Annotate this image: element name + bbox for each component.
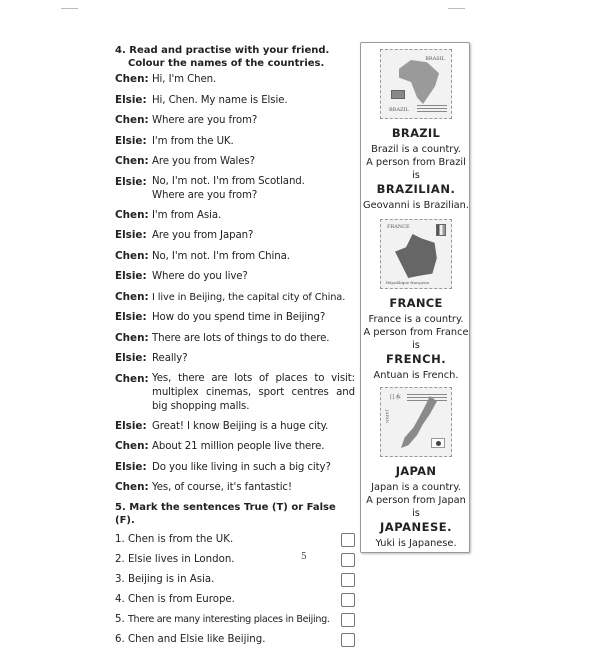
- desc-line-1: France is a country.: [368, 314, 464, 325]
- dialog-line: [115, 72, 355, 88]
- dialog-line: [115, 460, 355, 476]
- answer-checkbox[interactable]: [341, 593, 355, 607]
- france-stamp-image: [380, 219, 452, 289]
- speaker: Elsie:: [115, 229, 147, 241]
- dialog-line: [115, 249, 355, 265]
- dialog-line: [115, 113, 355, 129]
- speaker: Chen:: [115, 440, 149, 452]
- speaker: Chen:: [115, 290, 149, 303]
- desc-line-2: A person from Japan is: [366, 495, 466, 519]
- item-number: 3.: [115, 573, 125, 585]
- true-false-list: [115, 533, 355, 653]
- line-text: Really?: [152, 353, 188, 364]
- crop-mark-right: [448, 8, 465, 9]
- dialog-line: [115, 331, 355, 347]
- tf-item: [115, 573, 355, 593]
- dialog-line: [115, 154, 355, 170]
- country-description: [361, 481, 471, 520]
- example-sentence: Antuan is French.: [373, 370, 459, 381]
- brazil-flag-icon: [391, 90, 405, 99]
- item-text: Beijing is in Asia.: [128, 573, 215, 585]
- desc-line-1: Brazil is a country.: [371, 144, 461, 155]
- speaker: Chen:: [115, 481, 149, 493]
- line-text: Yes, there are lots of places to visit: multiplex cinemas, sport centres and big shopping malls.: [152, 372, 355, 412]
- answer-checkbox[interactable]: [341, 533, 355, 547]
- answer-checkbox[interactable]: [341, 613, 355, 627]
- speaker: Chen:: [115, 372, 149, 385]
- line-text: Yes, of course, it's fantastic!: [152, 482, 292, 493]
- speaker: Elsie:: [115, 352, 147, 364]
- line-text: Are you from Wales?: [152, 156, 255, 167]
- line-text: I'm from the UK.: [152, 135, 234, 147]
- line-text: I live in Beijing, the capital city of China.: [152, 291, 346, 303]
- speaker: Elsie:: [115, 460, 147, 473]
- country-description: [361, 143, 471, 182]
- speaker: Elsie:: [115, 93, 147, 106]
- item-number: 1.: [115, 533, 125, 545]
- stamp-label-2: République française: [386, 280, 430, 285]
- task4-subtitle: Colour the names of the countries.: [128, 58, 325, 69]
- line-text: Hi, I'm Chen.: [152, 74, 217, 85]
- line-text: There are lots of things to do there.: [152, 332, 330, 344]
- line-text: How do you spend time in Beijing?: [152, 312, 326, 323]
- line-text: I'm from Asia.: [152, 209, 222, 221]
- line-text: No, I'm not. I'm from Scotland. Where are you from?: [152, 175, 305, 201]
- dialog-line: [115, 175, 355, 203]
- country-name: BRAZIL: [391, 126, 441, 140]
- item-number: 4.: [115, 593, 125, 605]
- example-sentence: Yuki is Japanese.: [375, 538, 457, 549]
- task5-title: 5. Mark the sentences True (T) or False (F).: [115, 501, 336, 526]
- desc-line-2: A person from Brazil is: [366, 157, 466, 181]
- line-text: Are you from Japan?: [152, 230, 254, 241]
- dialog-line: [115, 290, 355, 306]
- task4-heading: [115, 44, 355, 70]
- dialog-line: [115, 372, 355, 414]
- item-number: 5.: [115, 613, 125, 625]
- tf-item: [115, 613, 355, 633]
- country-card-brazil: [361, 49, 471, 211]
- nationality: JAPANESE.: [380, 520, 452, 534]
- line-text: Where do you live?: [152, 271, 248, 282]
- dialog-line: [115, 208, 355, 224]
- task4-title: 4. Read and practise with your friend.: [115, 45, 330, 56]
- dialog-line: [115, 269, 355, 285]
- line-text: About 21 million people live there.: [152, 441, 325, 452]
- dialog-line: [115, 134, 355, 150]
- page-number: 5: [301, 552, 307, 562]
- brazil-map-icon: [399, 60, 439, 104]
- country-name: JAPAN: [395, 464, 437, 478]
- exercise-column: [115, 44, 355, 653]
- item-number: 2.: [115, 553, 125, 565]
- dialog-line: [115, 351, 355, 367]
- stamp-label: FRANCE: [387, 224, 410, 230]
- tf-item: [115, 633, 355, 653]
- japan-flag-icon: [431, 438, 445, 448]
- task5: [115, 501, 355, 653]
- dialog-line: [115, 228, 355, 244]
- answer-checkbox[interactable]: [341, 633, 355, 647]
- item-text: There are many interesting places in Beijing.: [128, 613, 330, 625]
- speaker: Chen:: [115, 73, 149, 85]
- country-name: FRANCE: [389, 296, 443, 310]
- country-info-panel: [360, 42, 470, 553]
- speaker: Chen:: [115, 208, 149, 221]
- speaker: Chen:: [115, 249, 149, 262]
- stamp-label: 日本: [389, 394, 402, 401]
- tf-item: [115, 593, 355, 613]
- dialog-line: [115, 439, 355, 455]
- answer-checkbox[interactable]: [341, 553, 355, 567]
- line-text: Do you like living in such a big city?: [152, 461, 331, 473]
- speaker: Chen:: [115, 155, 149, 167]
- speaker: Elsie:: [115, 270, 147, 282]
- dialog: [115, 72, 355, 496]
- speaker: Elsie:: [115, 419, 147, 432]
- country-card-france: [361, 219, 471, 381]
- desc-line-2: A person from France is: [363, 327, 469, 351]
- line-text: No, I'm not. I'm from China.: [152, 250, 290, 262]
- item-text: Chen is from Europe.: [128, 593, 235, 605]
- speaker: Elsie:: [115, 311, 147, 323]
- item-text: Chen is from the UK.: [128, 533, 234, 545]
- stamp-label: BRASIL: [425, 56, 445, 62]
- stamp-label-2: BRAZIL: [389, 107, 409, 113]
- dialog-line: [115, 93, 355, 109]
- item-text: Elsie lives in London.: [128, 553, 235, 565]
- nationality: BRAZILIAN.: [376, 182, 456, 196]
- line-text: Hi, Chen. My name is Elsie.: [152, 94, 288, 106]
- nationality: FRENCH.: [385, 352, 447, 366]
- france-map-icon: [395, 234, 439, 278]
- speaker: Elsie:: [115, 175, 147, 188]
- dialog-line: [115, 310, 355, 326]
- france-flag-icon: [436, 224, 446, 236]
- speaker: Chen:: [115, 331, 149, 344]
- example-sentence: Geovanni is Brazilian.: [363, 200, 469, 211]
- speaker: Elsie:: [115, 134, 147, 147]
- dialog-line: [115, 419, 355, 435]
- speaker: Chen:: [115, 114, 149, 126]
- tf-item: [115, 533, 355, 553]
- desc-line-1: Japan is a country.: [371, 482, 461, 493]
- line-text: Where are you from?: [152, 115, 258, 126]
- country-card-japan: [361, 387, 471, 549]
- brazil-stamp-image: [380, 49, 452, 119]
- crop-mark-left: [61, 8, 78, 9]
- item-text: Chen and Elsie like Beijing.: [128, 633, 266, 645]
- line-text: Great! I know Beijing is a huge city.: [152, 420, 329, 432]
- stamp-label-2: JAPAN: [385, 410, 390, 424]
- dialog-line: [115, 480, 355, 496]
- item-number: 6.: [115, 633, 125, 645]
- tf-item: [115, 553, 355, 573]
- answer-checkbox[interactable]: [341, 573, 355, 587]
- country-description: [361, 313, 471, 352]
- japan-stamp-image: [380, 387, 452, 457]
